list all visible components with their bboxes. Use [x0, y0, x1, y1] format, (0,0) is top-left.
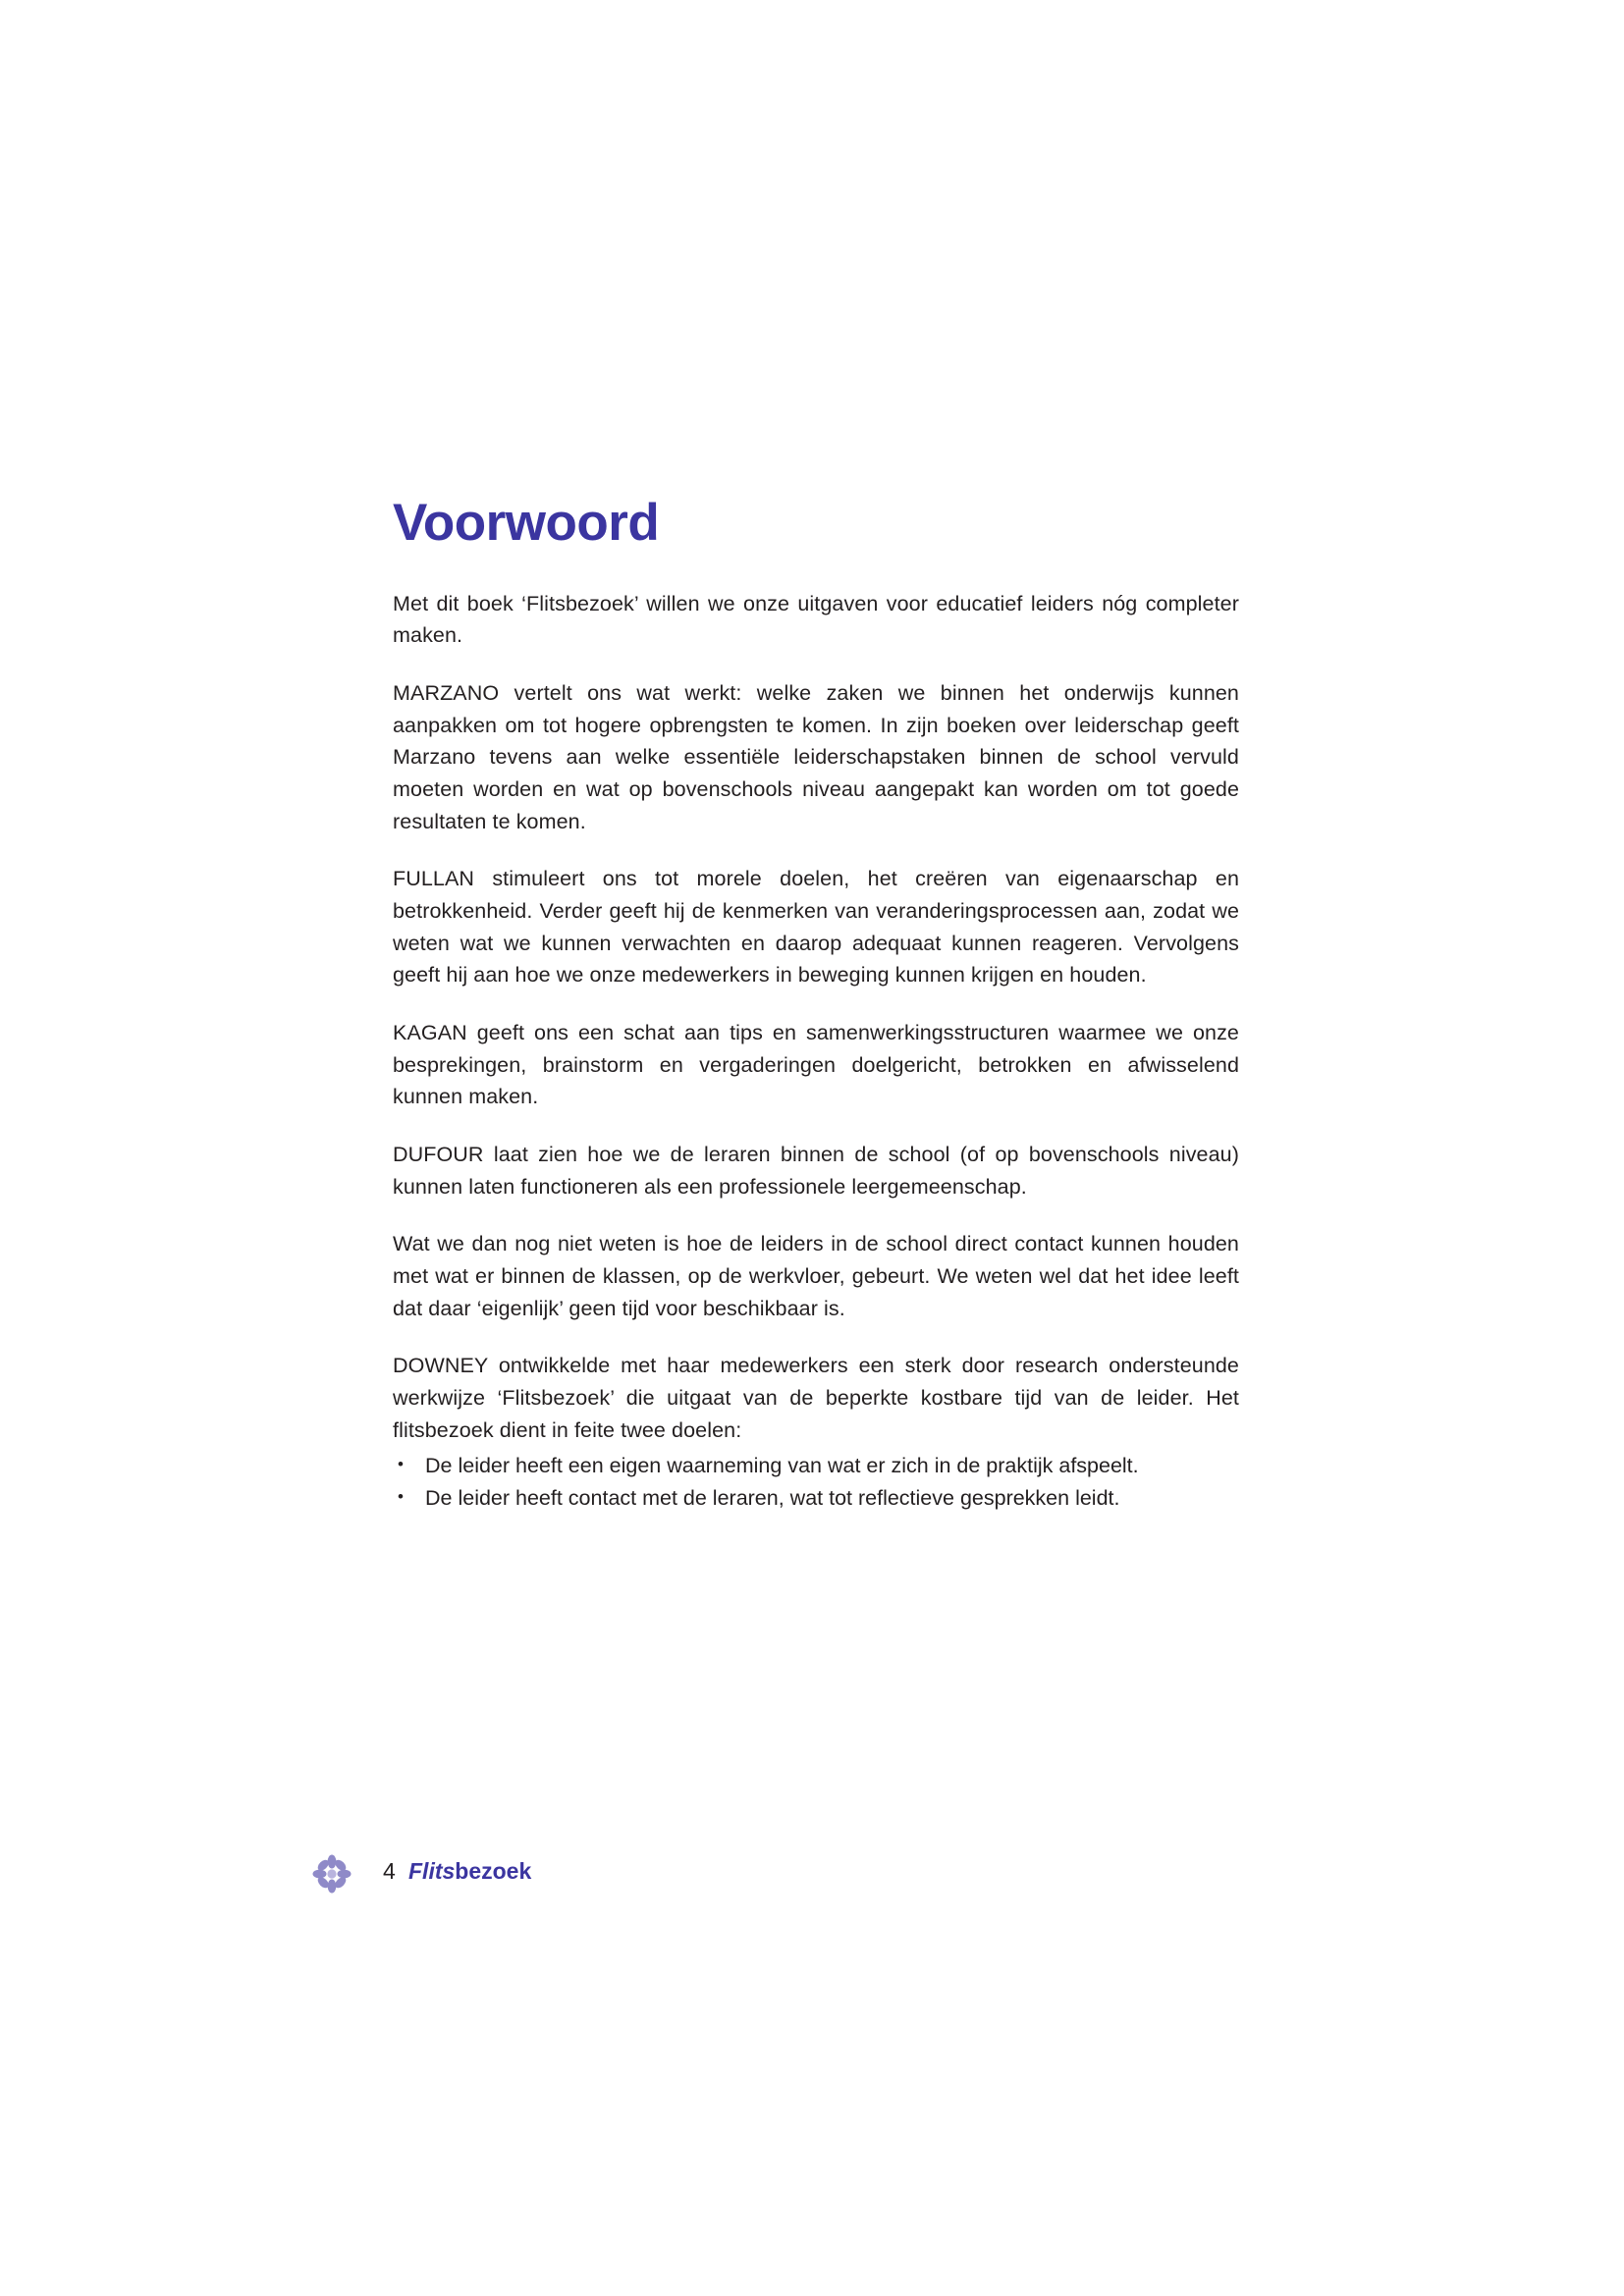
list-item	[393, 1482, 1239, 1515]
page-content	[393, 496, 1239, 1515]
paragraph-2: MARZANO vertelt ons wat werkt: welke zaken we binnen het onderwijs kunnen aanpakken om tot hogere opbrengsten te komen. In zijn boeken over leiderschap geeft Marzano tevens aan welke essentiële leiderschapstaken binnen de school vervuld moeten worden en wat op bovenschools niveau aangepakt kan worden om tot goede resultaten te komen.	[393, 680, 1239, 833]
page-number: 4	[383, 1858, 396, 1884]
paragraph-1: Met dit boek ‘Flitsbezoek’ willen we onze uitgaven voor educatief leiders nóg completer maken.	[393, 591, 1239, 648]
list-item	[393, 1450, 1239, 1482]
paragraph-4: KAGAN geeft ons een schat aan tips en samenwerkingsstructuren waarmee we onze besprekingen, brainstorm en vergaderingen doelgericht, betrokken en afwisselend kunnen maken.	[393, 1021, 1239, 1109]
bullet-list	[393, 1450, 1239, 1514]
paragraph-5: DUFOUR laat zien hoe we de leraren binnen de school (of op bovenschools niveau) kunnen laten functioneren als een professionele leergemeenschap.	[393, 1143, 1239, 1199]
flower-icon	[312, 1854, 352, 1894]
footer-brand-italic: Flits	[408, 1858, 456, 1884]
list-item-label: De leider heeft contact met de leraren, wat tot reflectieve gesprekken leidt.	[425, 1486, 1120, 1511]
list-item-label: De leider heeft een eigen waarneming van wat er zich in de praktijk afspeelt.	[425, 1454, 1139, 1478]
footer-brand-bold: bezoek	[455, 1858, 532, 1884]
paragraph-6: Wat we dan nog niet weten is hoe de leiders in de school direct contact kunnen houden met wat er binnen de klassen, op de werkvloer, gebeurt. We weten wel dat het idee leeft dat daar ‘eigenlijk’ geen tijd voor beschikbaar is.	[393, 1232, 1239, 1320]
paragraph-3: FULLAN stimuleert ons tot morele doelen, het creëren van eigenaarschap en betrokkenheid. Verder geeft hij de kenmerken van veranderingsprocessen aan, zodat we weten wat we kunnen verwachten en daarop adequaat kunnen reageren. Vervolgens geeft hij aan hoe we onze medewerkers in beweging kunnen krijgen en houden.	[393, 867, 1239, 988]
footer-brand	[408, 1858, 531, 1885]
bullet-marker-icon: •	[398, 1487, 404, 1507]
bullet-marker-icon: •	[398, 1455, 404, 1474]
paragraph-7: DOWNEY ontwikkelde met haar medewerkers een sterk door research ondersteunde werkwijze ‘Flitsbezoek’ die uitgaat van de beperkte kostbare tijd van de leider. Het flitsbezoek dient in feite twee doelen:	[393, 1354, 1239, 1442]
page-footer	[312, 1850, 901, 1896]
page-title: Voorwoord	[393, 494, 660, 552]
